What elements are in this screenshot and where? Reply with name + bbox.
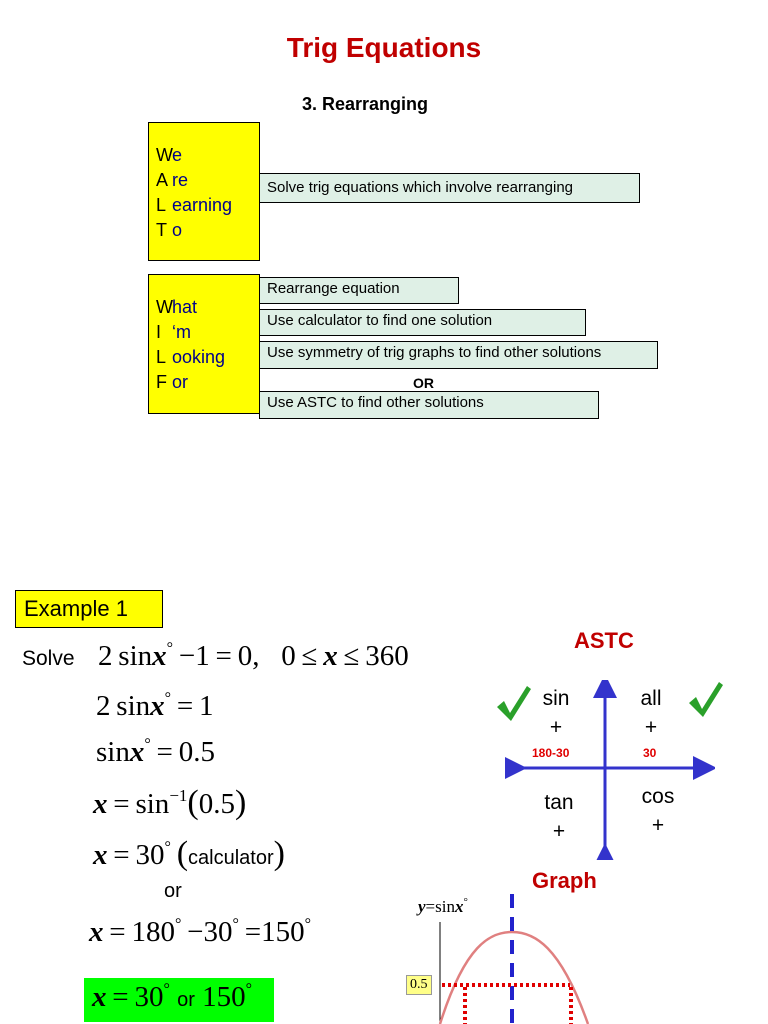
walt-row: L earning (156, 195, 233, 215)
wilf-row: F or (156, 372, 189, 392)
equation-line-5: x = 30° (calculator) (93, 835, 285, 872)
equation-line-1: 2 sinx° −1 = 0, 0 ≤ x ≤ 360 (98, 640, 409, 672)
quadrant-tan-sign: + (552, 820, 566, 843)
equation-line-2: 2 sinx° = 1 (96, 690, 214, 722)
graph-marker-label: 0.5 (406, 975, 432, 995)
quadrant-tan (529, 788, 589, 846)
walt-box (148, 122, 260, 261)
wilf-criterion: Use calculator to find one solution (259, 309, 586, 336)
or-word: or (164, 880, 182, 902)
wilf-row: I ‘m (156, 322, 191, 342)
final-answer: x = 30° or 150° (84, 978, 274, 1022)
wilf-row: What (156, 297, 198, 317)
example-label: Example 1 (15, 590, 163, 628)
astc-title: ASTC (574, 628, 634, 653)
wilf-criterion: Rearrange equation (259, 277, 459, 304)
quadrant-sin (526, 684, 586, 742)
quadrant-all (621, 684, 681, 742)
wilf-box (148, 274, 260, 414)
calculator-note: calculator (188, 847, 274, 869)
wilf-row: L ooking (156, 347, 226, 367)
equation-line-6: x = 180° −30° =150° (89, 916, 312, 948)
or-label: OR (413, 375, 434, 391)
quadrant-sin-sign: + (549, 716, 563, 739)
wilf-criterion: Use ASTC to find other solutions (259, 391, 599, 419)
graph-title: Graph (532, 868, 597, 893)
sine-graph (420, 890, 620, 1024)
quadrant-all-name: all (640, 687, 662, 710)
walt-row: A re (156, 170, 189, 190)
wilf-criterion: Use symmetry of trig graphs to find other solutions (259, 341, 658, 369)
quadrant-cos (628, 782, 688, 840)
graph-y-label: y=sinx° (418, 896, 468, 916)
quadrant-all-value: 30 (643, 746, 657, 760)
quadrant-tan-name: tan (544, 791, 574, 814)
walt-row: We (156, 145, 183, 165)
quadrant-all-sign: + (644, 716, 658, 739)
page-title: Trig Equations (286, 32, 482, 63)
solve-word: Solve (22, 647, 75, 670)
quadrant-sin-value: 180-30 (532, 746, 570, 760)
quadrant-cos-name: cos (641, 785, 675, 808)
equation-line-4: $x = \sin^{-1}(0.5)$ (93, 784, 247, 821)
equation-line-3: sinx° = 0.5 (96, 736, 215, 768)
checkmark-icon (686, 679, 724, 719)
page-subtitle: 3. Rearranging (301, 94, 429, 114)
walt-objective: Solve trig equations which involve rearranging (259, 173, 640, 203)
quadrant-cos-sign: + (651, 814, 665, 837)
walt-row: T o (156, 220, 183, 240)
quadrant-sin-name: sin (542, 687, 570, 710)
